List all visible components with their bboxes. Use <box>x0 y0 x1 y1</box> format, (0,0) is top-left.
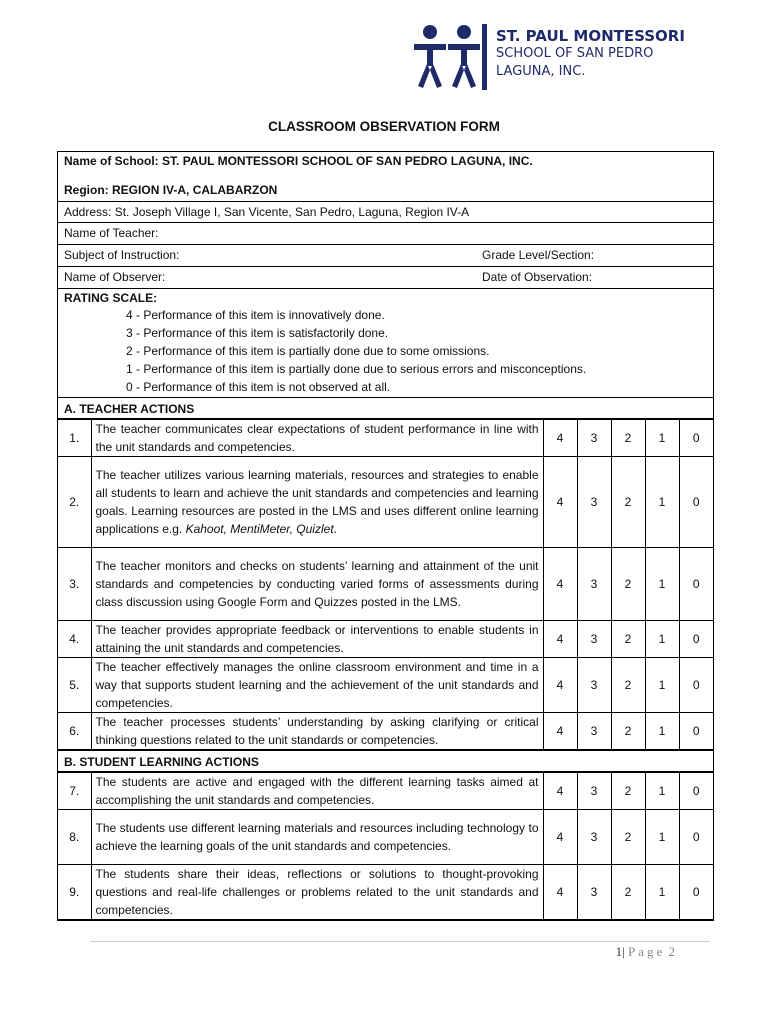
score-option-2[interactable]: 2 <box>611 658 645 713</box>
teacher-field[interactable]: Name of Teacher: <box>64 226 159 240</box>
teacher-row <box>58 222 713 244</box>
item-description <box>91 457 543 548</box>
item-number: 1. <box>58 420 91 457</box>
score-option-4[interactable]: 4 <box>543 621 577 658</box>
item-text: The teacher communicates clear expectations of student performance in line with the unit standards and competencies. <box>95 422 539 454</box>
item-row <box>58 773 713 810</box>
score-option-1[interactable]: 1 <box>645 621 679 658</box>
item-number: 3. <box>58 548 91 621</box>
score-option-3[interactable]: 3 <box>577 621 611 658</box>
item-number: 4. <box>58 621 91 658</box>
item-text: The students share their ideas, reflections or solutions to thought-provoking questions and real-life challenges or problems related to the unit standards and competencies. <box>95 867 539 917</box>
page-number: 1 <box>615 944 623 959</box>
item-text-italic: Kahoot, MentiMeter, Quizlet <box>185 522 334 536</box>
item-text: The teacher utilizes various learning materials, resources and strategies to enable all students to learn and achieve the unit standards and competencies and learning goals. Learning resources are posted in the LMS and uses different online learning applications e.g. <box>95 468 539 536</box>
montessori-figures-icon <box>410 20 490 96</box>
item-row <box>58 621 713 658</box>
score-option-3[interactable]: 3 <box>577 773 611 810</box>
grade-field[interactable]: Grade Level/Section: <box>482 248 595 262</box>
score-option-1[interactable]: 1 <box>645 865 679 920</box>
score-option-2[interactable]: 2 <box>611 420 645 457</box>
score-option-0[interactable]: 0 <box>679 810 713 865</box>
score-option-1[interactable]: 1 <box>645 457 679 548</box>
score-option-3[interactable]: 3 <box>577 457 611 548</box>
score-option-1[interactable]: 1 <box>645 810 679 865</box>
item-row <box>58 420 713 457</box>
logo-line-1: ST. PAUL MONTESSORI <box>496 27 685 45</box>
score-option-0[interactable]: 0 <box>679 658 713 713</box>
section-a-title: A. TEACHER ACTIONS <box>58 397 713 419</box>
item-description <box>91 713 543 750</box>
score-option-0[interactable]: 0 <box>679 621 713 658</box>
score-option-2[interactable]: 2 <box>611 621 645 658</box>
item-number: 9. <box>58 865 91 920</box>
page-total: 2 <box>668 944 678 959</box>
score-option-3[interactable]: 3 <box>577 810 611 865</box>
item-description <box>91 420 543 457</box>
logo-line-2: SCHOOL OF SAN PEDRO <box>496 46 654 61</box>
score-option-2[interactable]: 2 <box>611 865 645 920</box>
rating-scale-item: 4 - Performance of this item is innovatively done. <box>126 308 385 322</box>
score-option-0[interactable]: 0 <box>679 865 713 920</box>
score-option-2[interactable]: 2 <box>611 773 645 810</box>
address-row <box>58 201 713 222</box>
score-option-1[interactable]: 1 <box>645 420 679 457</box>
item-row <box>58 548 713 621</box>
score-option-0[interactable]: 0 <box>679 548 713 621</box>
date-field[interactable]: Date of Observation: <box>482 270 593 284</box>
observation-form <box>57 151 714 921</box>
region-label: Region: <box>64 183 109 197</box>
score-option-3[interactable]: 3 <box>577 865 611 920</box>
score-option-1[interactable]: 1 <box>645 658 679 713</box>
form-title: CLASSROOM OBSERVATION FORM <box>268 119 500 134</box>
rating-scale-item: 1 - Performance of this item is partially done due to serious errors and misconceptions. <box>126 362 587 376</box>
score-option-2[interactable]: 2 <box>611 713 645 750</box>
subject-field[interactable]: Subject of Instruction: <box>64 248 180 262</box>
item-row <box>58 865 713 920</box>
logo-line-3: LAGUNA, INC. <box>496 64 586 79</box>
rating-scale-item: 2 - Performance of this item is partially done due to some omissions. <box>126 344 490 358</box>
score-option-4[interactable]: 4 <box>543 773 577 810</box>
rating-scale-label: RATING SCALE: <box>64 291 158 305</box>
item-text: The teacher effectively manages the online classroom environment and time in a way that supports student learning and the achievement of the unit standards and competencies. <box>95 660 539 710</box>
page-separator: | <box>622 944 625 959</box>
page-label: Page <box>627 944 666 959</box>
address-text: Address: St. Joseph Village I, San Vicente, San Pedro, Laguna, Region IV-A <box>64 205 470 219</box>
item-description <box>91 548 543 621</box>
student-actions-table <box>58 772 713 920</box>
score-option-2[interactable]: 2 <box>611 457 645 548</box>
score-option-4[interactable]: 4 <box>543 810 577 865</box>
footer-divider <box>90 941 710 942</box>
item-text: The students use different learning materials and resources including technology to achieve the learning goals of the unit standards and competencies. <box>95 821 539 853</box>
school-logo <box>410 20 710 96</box>
score-option-4[interactable]: 4 <box>543 548 577 621</box>
item-row <box>58 658 713 713</box>
item-number: 2. <box>58 457 91 548</box>
item-number: 6. <box>58 713 91 750</box>
rating-scale-item: 3 - Performance of this item is satisfactorily done. <box>126 326 389 340</box>
item-text-tail: . <box>333 522 337 536</box>
teacher-actions-table <box>58 419 713 750</box>
score-option-0[interactable]: 0 <box>679 713 713 750</box>
item-row <box>58 810 713 865</box>
score-option-3[interactable]: 3 <box>577 713 611 750</box>
score-option-1[interactable]: 1 <box>645 548 679 621</box>
observer-row <box>58 266 713 288</box>
score-option-4[interactable]: 4 <box>543 457 577 548</box>
item-description <box>91 621 543 658</box>
item-description <box>91 810 543 865</box>
score-option-4[interactable]: 4 <box>543 420 577 457</box>
item-number: 5. <box>58 658 91 713</box>
score-option-0[interactable]: 0 <box>679 457 713 548</box>
school-value: ST. PAUL MONTESSORI SCHOOL OF SAN PEDRO LAGUNA, INC. <box>162 154 533 168</box>
score-option-4[interactable]: 4 <box>543 865 577 920</box>
page-footer <box>616 944 678 960</box>
score-option-0[interactable]: 0 <box>679 773 713 810</box>
item-text: The teacher processes students’ understanding by asking clarifying or critical thinking questions related to the unit standards or competencies. <box>95 715 539 747</box>
observer-field[interactable]: Name of Observer: <box>64 270 166 284</box>
school-label: Name of School: <box>64 154 159 168</box>
item-text: The teacher monitors and checks on students’ learning and attainment of the unit standards and competencies by conducting varied forms of assessments during class discussion using Google Form and Quizzes posted in the LMS. <box>95 559 539 609</box>
item-text: The students are active and engaged with the different learning tasks aimed at accomplishing the unit standards and competencies. <box>95 775 539 807</box>
score-option-1[interactable]: 1 <box>645 773 679 810</box>
subject-row <box>58 244 713 266</box>
item-row <box>58 457 713 548</box>
item-text: The teacher provides appropriate feedback or interventions to enable students in attaining the unit standards and competencies. <box>95 623 539 655</box>
score-option-0[interactable]: 0 <box>679 420 713 457</box>
score-option-4[interactable]: 4 <box>543 713 577 750</box>
score-option-3[interactable]: 3 <box>577 420 611 457</box>
item-description <box>91 658 543 713</box>
region-value: REGION IV-A, CALABARZON <box>112 183 278 197</box>
item-number: 8. <box>58 810 91 865</box>
score-option-4[interactable]: 4 <box>543 658 577 713</box>
item-number: 7. <box>58 773 91 810</box>
item-row <box>58 713 713 750</box>
rating-scale-item: 0 - Performance of this item is not observed at all. <box>126 380 391 394</box>
score-option-2[interactable]: 2 <box>611 810 645 865</box>
item-description <box>91 773 543 810</box>
score-option-3[interactable]: 3 <box>577 548 611 621</box>
score-option-3[interactable]: 3 <box>577 658 611 713</box>
rating-scale <box>58 288 713 397</box>
section-b-title: B. STUDENT LEARNING ACTIONS <box>58 750 713 772</box>
item-description <box>91 865 543 920</box>
score-option-1[interactable]: 1 <box>645 713 679 750</box>
school-region-row <box>58 152 713 201</box>
score-option-2[interactable]: 2 <box>611 548 645 621</box>
